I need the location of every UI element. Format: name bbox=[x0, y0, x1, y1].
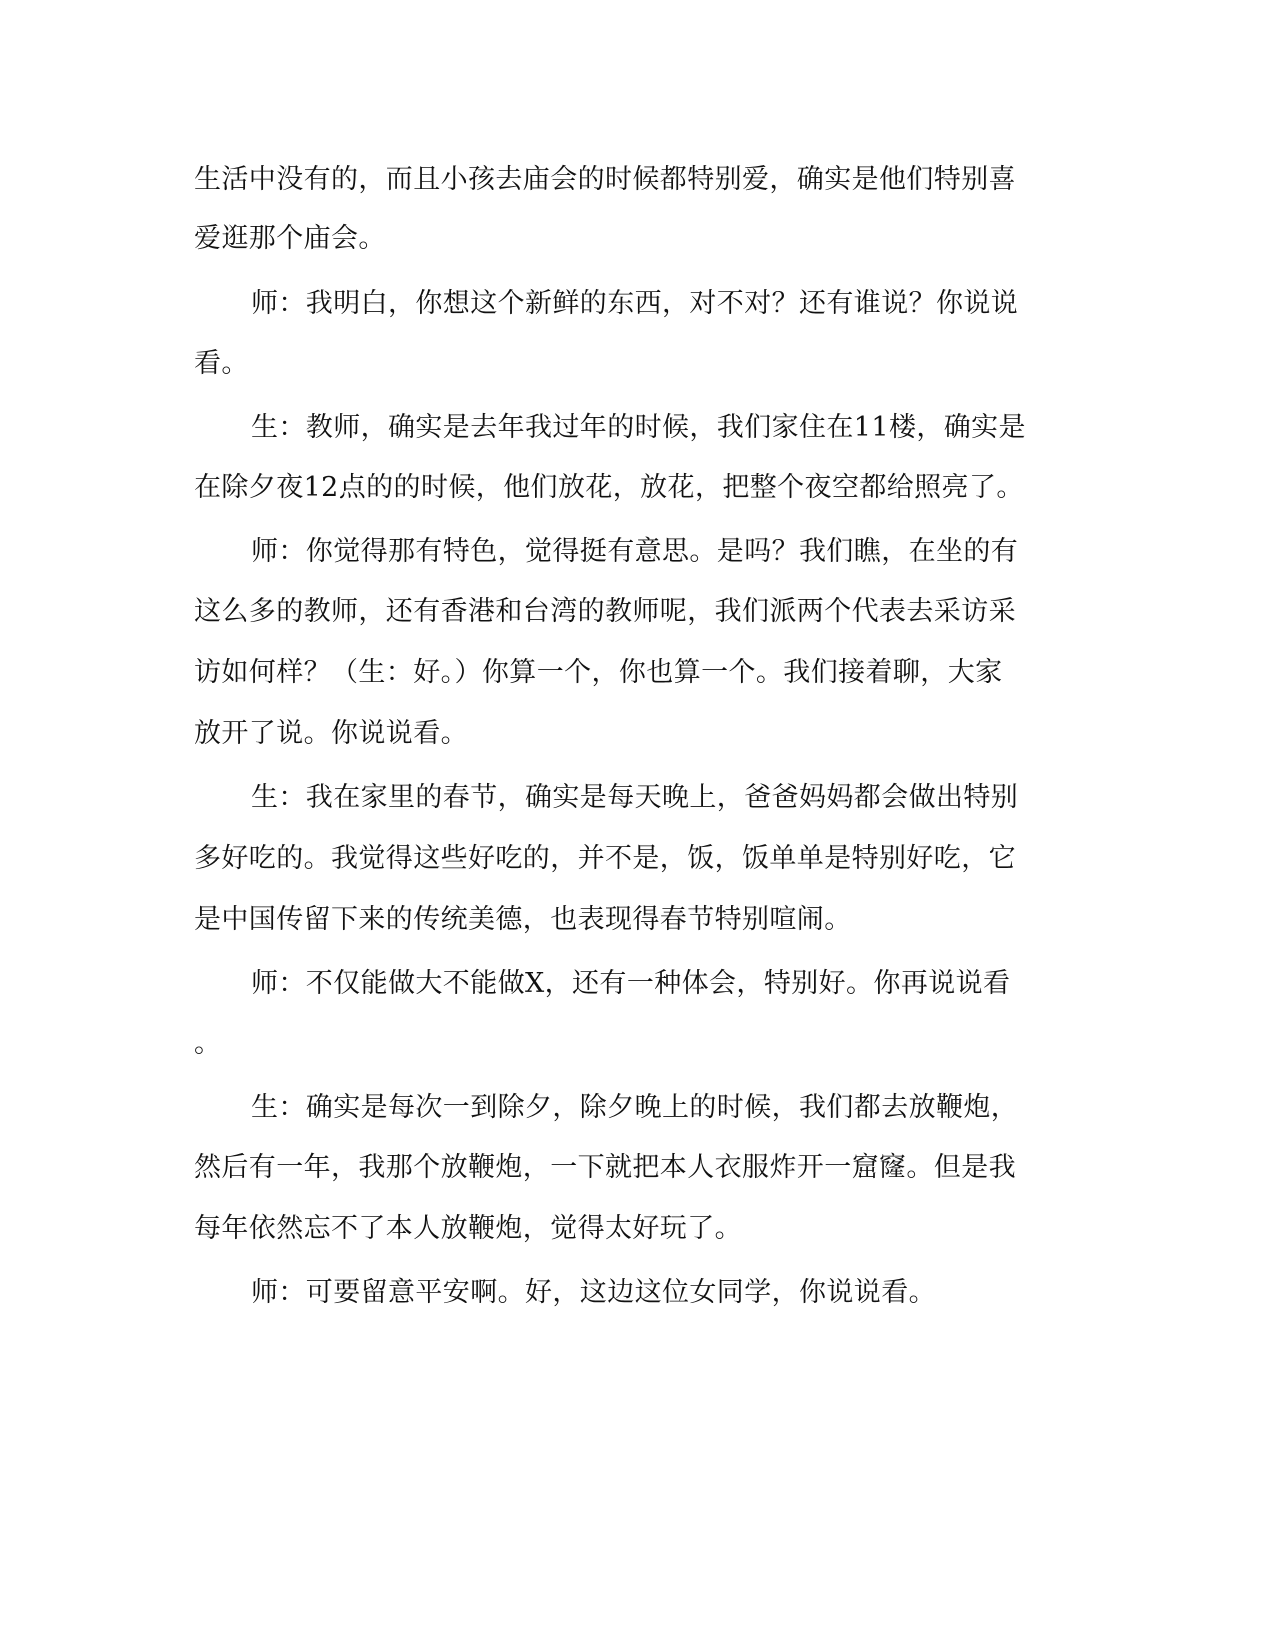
text-line: 爱逛那个庙会。 bbox=[194, 223, 386, 254]
text-line: 生活中没有的，而且小孩去庙会的时候都特别爱，确实是他们特别喜 bbox=[194, 164, 1016, 195]
text-line: 生：教师，确实是去年我过年的时候，我们家住在11楼，确实是 bbox=[251, 412, 1026, 443]
text-line: 生：确实是每次一到除夕，除夕晚上的时候，我们都去放鞭炮， bbox=[251, 1092, 1019, 1123]
text-line: 。 bbox=[194, 1028, 222, 1059]
text-line: 师：我明白，你想这个新鲜的东西，对不对？还有谁说？你说说 bbox=[251, 288, 1019, 319]
text-line: 访如何样？（生：好。）你算一个，你也算一个。我们接着聊，大家 bbox=[194, 657, 1003, 688]
text-line: 生：我在家里的春节，确实是每天晚上，爸爸妈妈都会做出特别 bbox=[251, 782, 1019, 813]
text-line: 是中国传留下来的传统美德，也表现得春节特别喧闹。 bbox=[194, 904, 852, 935]
text-line: 然后有一年，我那个放鞭炮，一下就把本人衣服炸开一窟窿。但是我 bbox=[194, 1152, 1016, 1183]
text-line: 这么多的教师，还有香港和台湾的教师呢，我们派两个代表去采访采 bbox=[194, 596, 1016, 627]
text-line: 师：不仅能做大不能做X，还有一种体会，特别好。你再说说看 bbox=[251, 968, 1011, 999]
text-line: 在除夕夜12点的的时候，他们放花，放花，把整个夜空都给照亮了。 bbox=[194, 472, 1024, 503]
text-line: 师：可要留意平安啊。好，这边这位女同学，你说说看。 bbox=[251, 1277, 936, 1308]
text-line: 多好吃的。我觉得这些好吃的，并不是，饭，饭单单是特别好吃，它 bbox=[194, 843, 1016, 874]
text-line: 师：你觉得那有特色，觉得挺有意思。是吗？我们瞧，在坐的有 bbox=[251, 536, 1019, 567]
text-line: 每年依然忘不了本人放鞭炮，觉得太好玩了。 bbox=[194, 1213, 742, 1244]
text-line: 放开了说。你说说看。 bbox=[194, 718, 468, 749]
text-line: 看。 bbox=[194, 348, 249, 379]
